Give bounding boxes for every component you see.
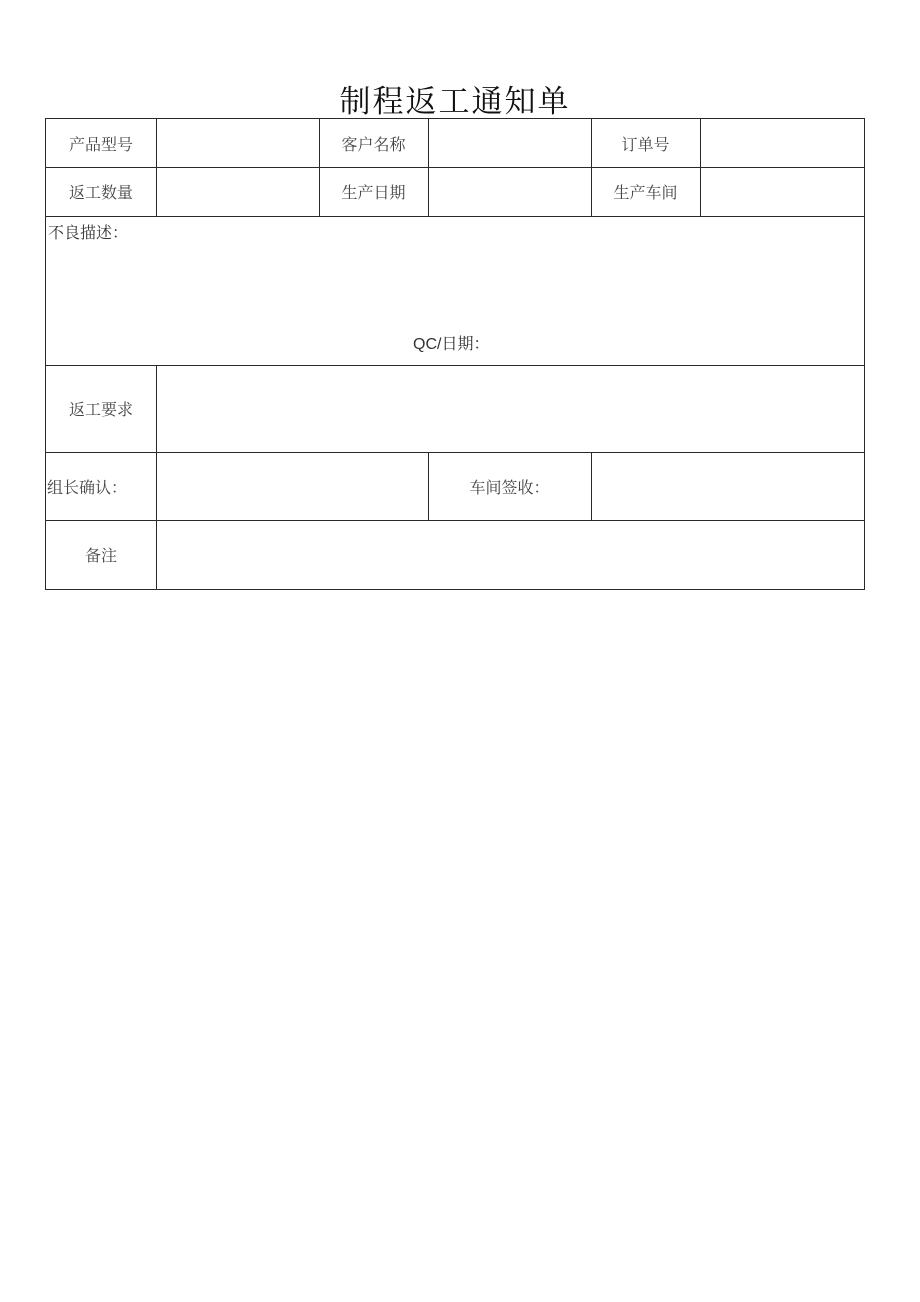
defect-description-area[interactable] <box>46 216 864 365</box>
product-model-field[interactable] <box>156 119 319 167</box>
qc-date-label: QC/日期： <box>413 336 490 353</box>
defect-description-label: 不良描述： <box>48 223 129 242</box>
team-leader-confirm-label: 组长确认： <box>47 477 128 497</box>
product-model-label: 产品型号 <box>68 134 133 154</box>
production-workshop-label: 生产车间 <box>613 183 678 202</box>
rework-notice-form <box>45 118 865 590</box>
order-number-field[interactable] <box>700 119 864 167</box>
production-date-label: 生产日期 <box>341 183 406 202</box>
production-date-field[interactable] <box>428 167 591 216</box>
workshop-sign-field[interactable] <box>591 452 864 520</box>
rework-quantity-label: 返工数量 <box>68 183 133 202</box>
rework-requirement-field[interactable] <box>156 365 864 452</box>
rework-quantity-field[interactable] <box>156 167 319 216</box>
customer-name-field[interactable] <box>428 119 591 167</box>
customer-name-label: 客户名称 <box>341 134 406 154</box>
production-workshop-field[interactable] <box>700 167 864 216</box>
order-number-label: 订单号 <box>621 134 670 154</box>
rework-requirement-label: 返工要求 <box>68 400 133 419</box>
remarks-label: 备注 <box>84 546 117 565</box>
workshop-sign-label: 车间签收： <box>469 477 550 497</box>
team-leader-confirm-field[interactable] <box>156 452 428 520</box>
form-title: 制程返工通知单 <box>339 84 571 120</box>
remarks-field[interactable] <box>156 520 864 589</box>
